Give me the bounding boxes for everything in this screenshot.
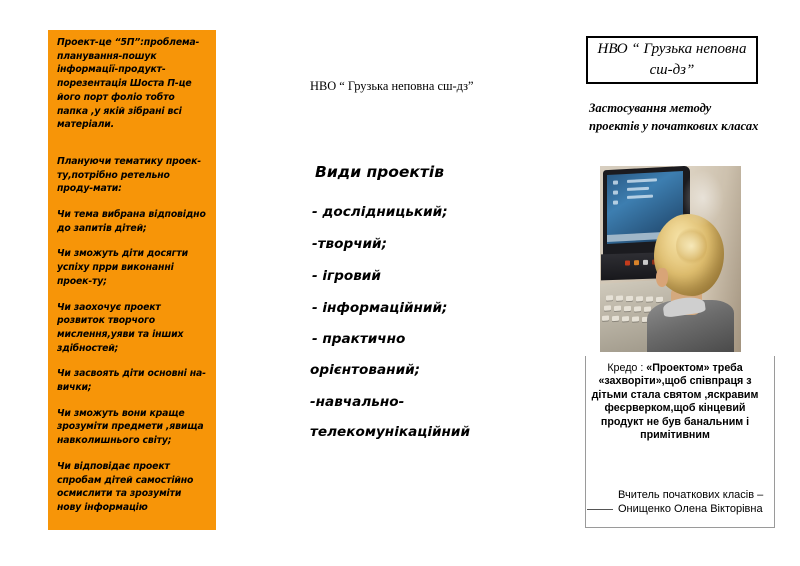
project-type-item-1: - дослідницький; — [312, 204, 448, 220]
orange-paragraph-6: Чи засвоять діти основні на-вички; — [57, 368, 206, 394]
right-header-box — [586, 36, 758, 84]
right-header-text: НВО “ Грузька неповна сш-дз” — [597, 41, 747, 78]
credo-text-block — [587, 362, 763, 442]
right-subtitle: Застосування методу проектів у початкових класах — [589, 101, 759, 133]
section-title-project-types: Види проектів — [315, 163, 445, 181]
child-at-computer-photo — [600, 166, 741, 352]
project-type-item-4: - інформаційний; — [312, 300, 448, 316]
orange-paragraph-3: Чи тема вибрана відповідно до запитів дітей; — [57, 209, 206, 234]
middle-panel — [300, 30, 555, 530]
left-orange-panel — [48, 30, 216, 530]
orange-paragraph-1: Проект-це “5П”:проблема-планування-пошук інформації-продукт-порезентація Шоста П-це його порт фоліо тобто папка ,у якій зібрані всі матеріали. — [57, 37, 200, 131]
orange-paragraph-2: Плануючи тематику проек-ту,потрібно ретельно проду-мати: — [57, 155, 201, 195]
teacher-credit: Вчитель початкових класів –Онищенко Олена Вікторівна — [618, 489, 764, 515]
project-type-item-2: -творчий; — [312, 236, 388, 252]
orange-paragraph-4: Чи зможуть діти досягти успіху прри виконанні проек-ту; — [57, 248, 188, 287]
teacher-credit-rule — [587, 509, 613, 510]
credo-label: Кредо : — [607, 362, 647, 374]
project-type-item-3: - ігровий — [312, 268, 381, 284]
right-panel — [565, 20, 785, 545]
middle-school-header: НВО “ Грузька неповна сш-дз” — [310, 79, 474, 93]
project-type-item-6: -навчально- — [310, 394, 405, 410]
photo-child-ear — [656, 268, 667, 287]
orange-paragraph-7: Чи зможуть вони краще зрозуміти предмети ,явища навколишнього світу; — [57, 407, 204, 447]
project-type-item-5b: орієнтований; — [310, 362, 421, 378]
credo-body: «Проектом» треба «захворіти»,щоб співпраця з дітьми стала святом ,яскравим феєрверком,щоб кінцевий продукт не був банальним і примітивним — [591, 362, 759, 442]
project-type-item-6b: телекомунікаційний — [310, 424, 470, 440]
photo-child-hair-swirl — [676, 227, 707, 264]
project-type-item-5: - практично — [312, 331, 406, 347]
photo-light-glare — [682, 170, 724, 226]
orange-paragraph-5: Чи заохочує проект розвиток творчого мислення,уяви та інших здібностей; — [57, 301, 184, 354]
orange-paragraph-8: Чи відповідає проект спробам дітей самостійно осмислити та зрозуміти нову інформацію — [57, 460, 194, 513]
